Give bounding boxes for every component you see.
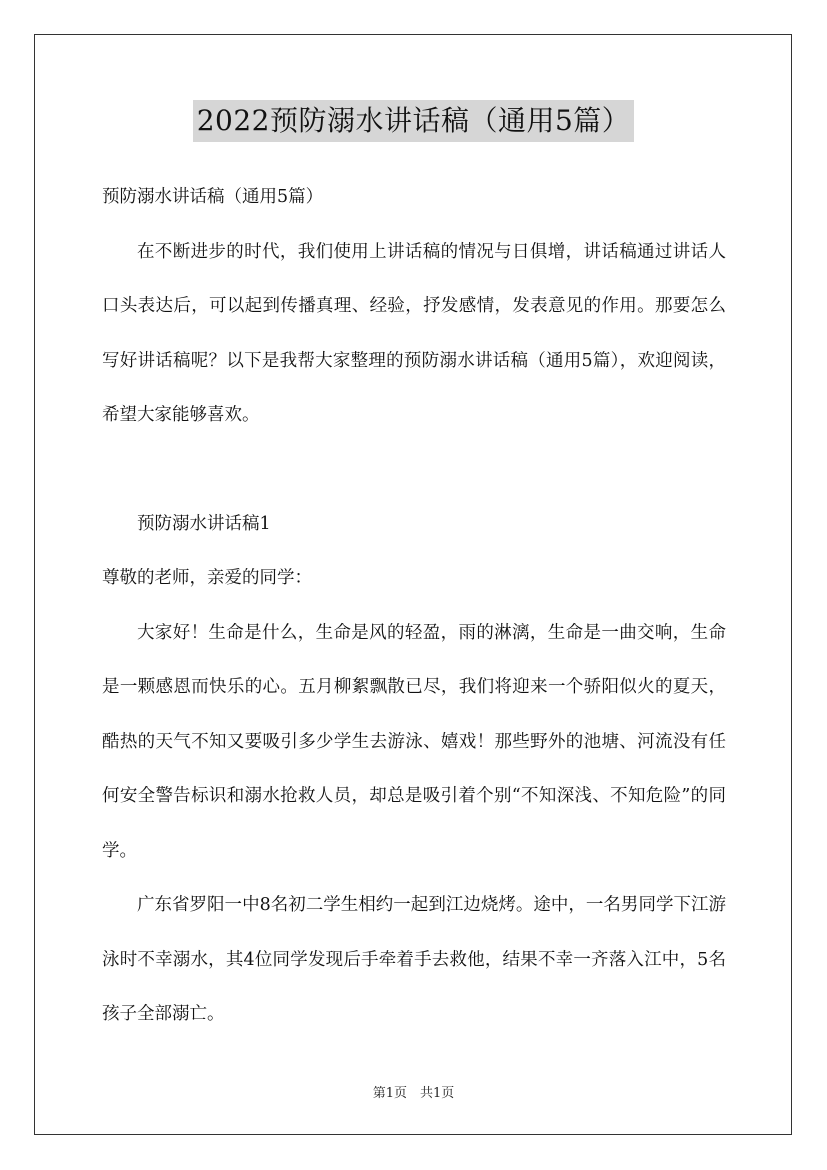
- intro-paragraph: 在不断进步的时代，我们使用上讲话稿的情况与日俱增，讲话稿通过讲话人口头表达后，可以起到传播真理、经验，抒发感情，发表意见的作用。那要怎么写好讲话稿呢？以下是我帮大家整理的预防溺水讲话稿（通用5篇），欢迎阅读，希望大家能够喜欢。: [102, 241, 726, 425]
- section-heading: 预防溺水讲话稿1: [137, 513, 271, 534]
- salutation: 尊敬的老师，亲爱的同学：: [102, 568, 312, 588]
- document-title: 2022预防溺水讲话稿（通用5篇）: [193, 100, 635, 142]
- body-paragraph-1: 大家好！生命是什么，生命是风的轻盈，雨的淋漓，生命是一曲交响，生命是一颗感恩而快乐的心。五月柳絮飘散已尽，我们将迎来一个骄阳似火的夏天，酷热的天气不知又要吸引多少学生去游泳、嬉戏！那些野外的池塘、河流没有任何安全警告标识和溺水抢救人员，却总是吸引着个别“不知深浅、不知危险”的同学。: [102, 622, 726, 861]
- body-paragraph-2: 广东省罗阳一中8名初二学生相约一起到江边烧烤。途中，一名男同学下江游泳时不幸溺水，其4位同学发现后手牵着手去救他，结果不幸一齐落入江中，5名孩子全部溺亡。: [102, 895, 726, 1024]
- paragraph-gap: [102, 443, 726, 497]
- document-body: [102, 170, 726, 1042]
- title-container: [0, 100, 827, 142]
- document-subtitle: 预防溺水讲话稿（通用5篇）: [102, 187, 324, 207]
- page-footer: 第1页 共1页: [372, 1086, 455, 1101]
